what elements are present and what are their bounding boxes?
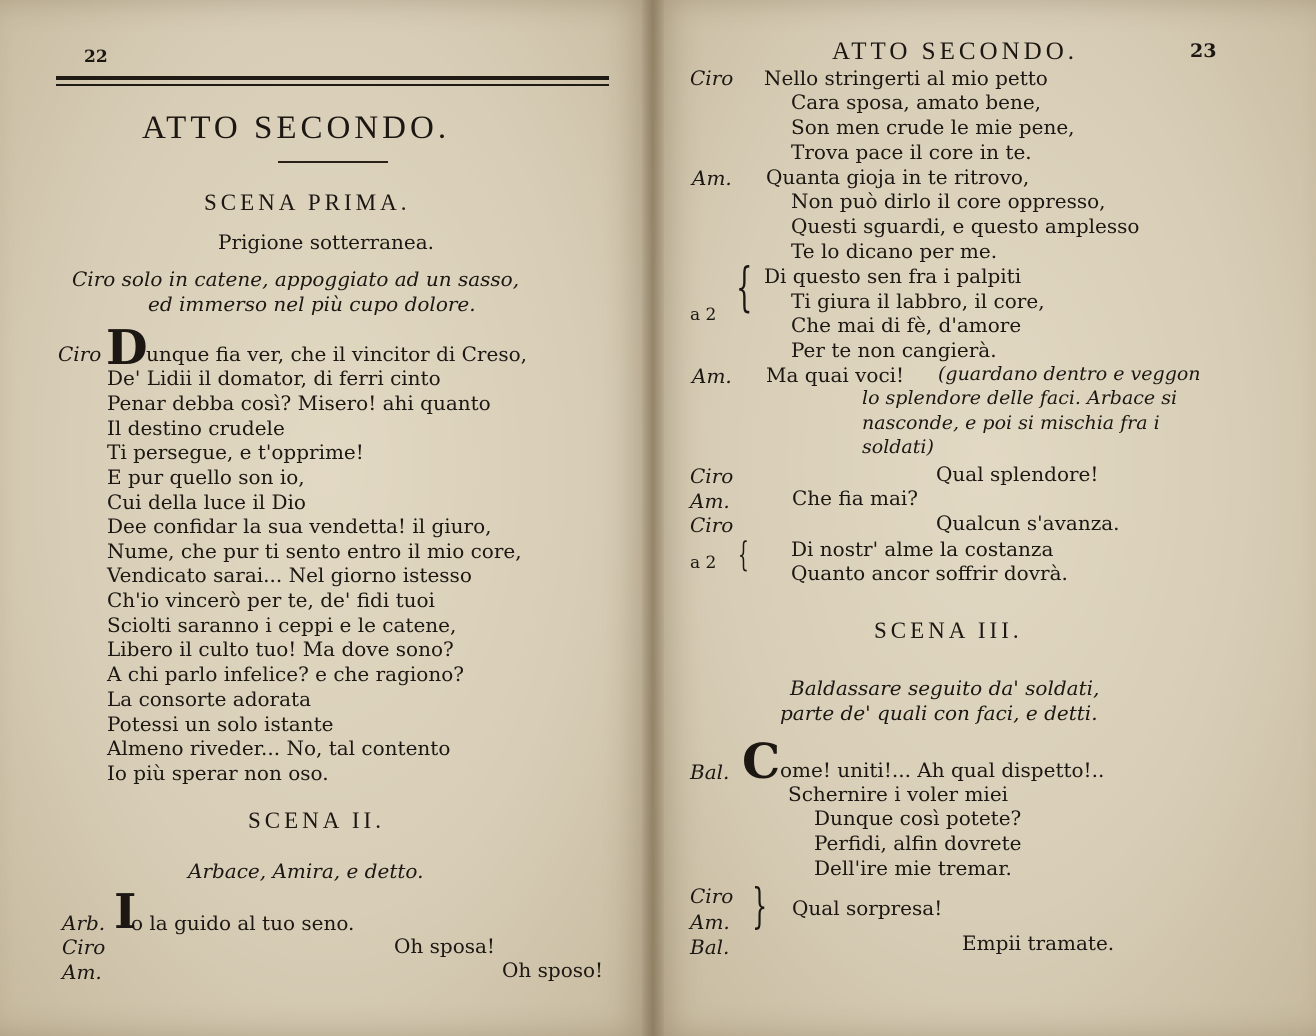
verse-line: E pur quello son io,	[107, 465, 305, 489]
speaker-label: Ciro	[690, 464, 734, 488]
scene-heading: SCENA II.	[248, 808, 385, 833]
verse-line: Nume, che pur ti sento entro il mio core,	[107, 539, 522, 563]
duet-label: a 2	[690, 305, 717, 325]
verse-line: Dee confidar la sua vendetta! il giuro,	[107, 514, 492, 538]
speaker-label: Ciro	[690, 66, 734, 90]
header-rule	[56, 76, 609, 80]
running-header: ATTO SECONDO.	[832, 38, 1078, 65]
stage-direction: Baldassare seguito da' soldati,	[790, 676, 1100, 700]
brace-mark: {	[738, 535, 749, 575]
verse-line: unque fia ver, che il vincitor di Creso,	[146, 342, 527, 366]
act-title: ATTO SECONDO.	[142, 110, 451, 146]
verse-line: De' Lidii il domator, di ferri cinto	[107, 366, 441, 390]
stage-direction: soldati)	[862, 436, 934, 458]
stage-direction: nasconde, e poi si mischia fra i	[862, 412, 1160, 434]
verse-line: ome! uniti!... Ah qual dispetto!..	[780, 758, 1105, 782]
speaker-label: Ciro	[690, 884, 734, 908]
verse-line: Questi sguardi, e questo amplesso	[791, 214, 1140, 238]
speaker-label: Am.	[62, 960, 102, 984]
speaker-label: Bal.	[690, 935, 730, 959]
drop-cap: D	[106, 320, 148, 376]
verse-line: La consorte adorata	[107, 687, 311, 711]
stage-direction: Arbace, Amira, e detto.	[188, 859, 424, 883]
verse-line: Vendicato sarai... Nel giorno istesso	[107, 563, 472, 587]
verse-line: Sciolti saranno i ceppi e le catene,	[107, 613, 457, 637]
scene-setting: Prigione sotterranea.	[218, 230, 434, 254]
drop-cap: I	[114, 884, 137, 940]
stage-direction: (guardano dentro e veggon	[938, 363, 1201, 385]
stage-direction: parte de' quali con faci, e detti.	[780, 701, 1098, 725]
verse-line: Nello stringerti al mio petto	[764, 66, 1048, 90]
verse-line: Che mai di fè, d'amore	[791, 313, 1022, 337]
stage-direction: lo splendore delle faci. Arbace si	[862, 387, 1178, 409]
brace-mark: }	[752, 878, 768, 934]
speaker-label: Ciro	[690, 513, 734, 537]
verse-line: Libero il culto tuo! Ma dove sono?	[107, 637, 454, 661]
verse-line: Trova pace il core in te.	[791, 140, 1032, 164]
verse-line: Te lo dicano per me.	[791, 239, 998, 263]
verse-line: Di nostr' alme la costanza	[791, 537, 1054, 561]
speaker-label: Am.	[692, 166, 732, 190]
verse-line: Penar debba così? Misero! ahi quanto	[107, 391, 491, 415]
verse-line: Cara sposa, amato bene,	[791, 90, 1042, 114]
verse-line: Di questo sen fra i palpiti	[764, 264, 1022, 288]
header-rule-thin	[56, 84, 609, 86]
speaker-label: Ciro	[58, 342, 102, 366]
verse-line: Qual splendore!	[936, 462, 1099, 486]
verse-line: Per te non cangierà.	[791, 338, 997, 362]
verse-line: Quanta gioja in te ritrovo,	[766, 165, 1030, 189]
book-gutter	[642, 0, 664, 1036]
verse-line: o la guido al tuo seno.	[131, 911, 355, 935]
stage-direction: ed immerso nel più cupo dolore.	[148, 292, 476, 316]
verse-line: Oh sposa!	[394, 934, 495, 958]
right-page	[652, 0, 1316, 1036]
verse-line: Oh sposo!	[502, 958, 604, 982]
verse-line: Ch'io vincerò per te, de' fidi tuoi	[107, 588, 435, 612]
verse-line: Cui della luce il Dio	[107, 490, 306, 514]
scene-heading: SCENA III.	[874, 618, 1023, 643]
verse-line: Almeno riveder... No, tal contento	[107, 736, 451, 760]
speaker-label: Bal.	[690, 760, 730, 784]
page-number: 23	[1190, 40, 1217, 62]
left-page	[0, 0, 652, 1036]
verse-line: Dunque così potete?	[814, 806, 1022, 830]
drop-cap: C	[742, 734, 781, 790]
verse-line: Empii tramate.	[962, 931, 1115, 955]
verse-line: A chi parlo infelice? e che ragiono?	[107, 662, 464, 686]
speaker-label: Am.	[690, 489, 730, 513]
verse-line: Schernire i voler miei	[788, 782, 1009, 806]
verse-line: Son men crude le mie pene,	[791, 115, 1075, 139]
verse-line: Non può dirlo il core oppresso,	[791, 189, 1106, 213]
verse-line: Ti giura il labbro, il core,	[791, 289, 1045, 313]
stage-direction: Ciro solo in catene, appoggiato ad un sasso,	[72, 267, 520, 291]
verse-line: Il destino crudele	[107, 416, 285, 440]
verse-line: Potessi un solo istante	[107, 712, 334, 736]
verse-line: Che fia mai?	[792, 486, 919, 510]
scene-heading: SCENA PRIMA.	[204, 190, 411, 215]
speaker-label: Arb.	[62, 911, 106, 935]
page-number: 22	[84, 47, 108, 67]
duet-label: a 2	[690, 553, 717, 573]
verse-line: Quanto ancor soffrir dovrà.	[791, 561, 1068, 585]
verse-line: Dell'ire mie tremar.	[814, 856, 1012, 880]
verse-line: Ma quai voci!	[766, 363, 905, 387]
brace-mark: {	[736, 258, 753, 318]
verse-line: Qualcun s'avanza.	[936, 511, 1120, 535]
verse-line: Qual sorpresa!	[792, 896, 943, 920]
title-rule	[278, 161, 388, 163]
verse-line: Perfidi, alfin dovrete	[814, 831, 1022, 855]
verse-line: Ti persegue, e t'opprime!	[107, 440, 364, 464]
speaker-label: Am.	[690, 910, 730, 934]
speaker-label: Am.	[692, 364, 732, 388]
speaker-label: Ciro	[62, 935, 106, 959]
verse-line: Io più sperar non oso.	[107, 761, 329, 785]
